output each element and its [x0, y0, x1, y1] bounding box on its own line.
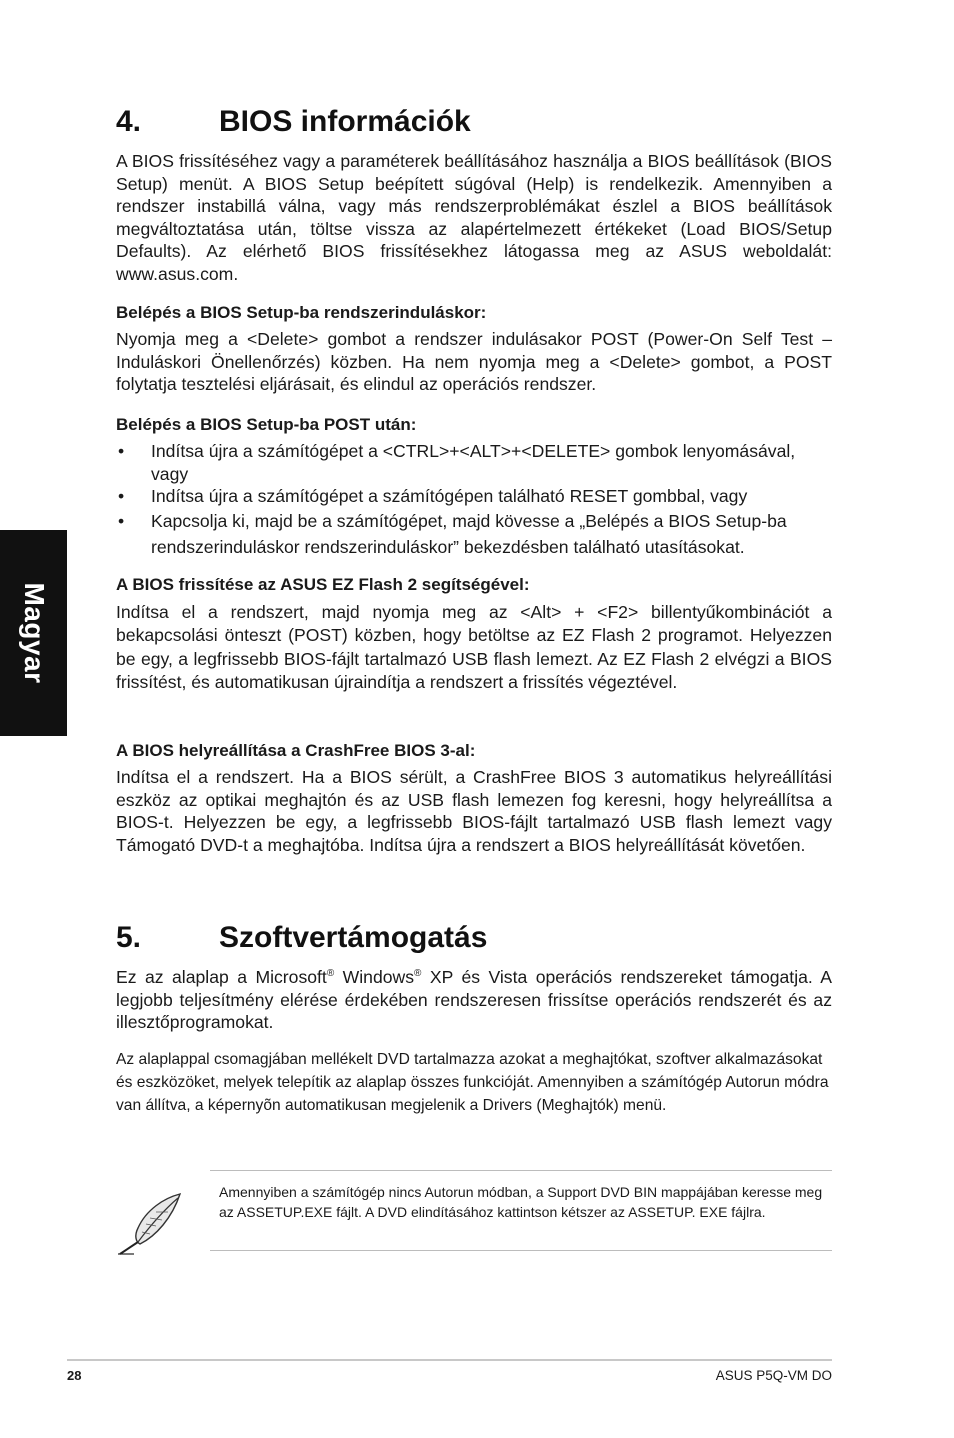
- feather-pen-icon: [116, 1190, 188, 1256]
- note-divider-top: [210, 1170, 832, 1171]
- section-4-heading: [116, 104, 832, 140]
- post-heading: Belépés a BIOS Setup-ba POST után:: [116, 415, 417, 434]
- software-text-b: Windows: [334, 967, 415, 987]
- section-5-heading: [116, 920, 832, 956]
- section-5-number: 5.: [116, 921, 142, 954]
- crashfree-heading: A BIOS helyreállítása a CrashFree BIOS 3-al:: [116, 741, 476, 760]
- dvd-block: [116, 1048, 832, 1117]
- intro-paragraph: A BIOS frissítéséhez vagy a paraméterek beállításához használja a BIOS beállítások (BIOS Setup) menüt. A BIOS Setup beépített súgóval (Help) is rendelkezik. Amennyiben a rendszer instabillá válna, vagy más rendszerproblémákat észlel a BIOS beállítások megváltoztatása után, töltse vissza az alapértelmezett értékeket (Load BIOS/Setup Defaults). Az elérhető BIOS frissítésekhez látogassa meg az ASUS weboldalát: www.asus.com.: [116, 151, 832, 284]
- section-4-number: 4.: [116, 105, 142, 138]
- dvd-paragraph: Az alaplappal csomagjában mellékelt DVD tartalmazza azokat a meghajtókat, szoftver alkalmazásokat és eszközöket, melyek telepítik az alaplap összes funkcióját. Amennyiben a számítógép Autorun módra van állítva, a képernyõn automatikusan megjelenik a Drivers (Meghajtók) menü.: [116, 1051, 829, 1114]
- post-list: [116, 440, 832, 560]
- section-5-intro: [116, 966, 832, 1034]
- section-4-title: BIOS információk: [219, 105, 471, 138]
- note-text: Amennyiben a számítógép nincs Autorun módban, a Support DVD BIN mappájában keresse meg az ASSETUP.EXE fájlt. A DVD elindításához kattintson kétszer az ASSETUP. EXE fájlra.: [219, 1184, 823, 1220]
- boot-heading: Belépés a BIOS Setup-ba rendszerinduláskor:: [116, 303, 487, 322]
- boot-block: [116, 302, 832, 396]
- software-text-c: XP és Vista operációs rendszereket támogatja. A legjobb teljesítmény elérése érdekében rendszeresen frissítse operációs rendszerét és az illesztőprogramokat.: [116, 967, 832, 1033]
- document-title: ASUS P5Q-VM DO: [715, 1368, 832, 1383]
- crashfree-paragraph: Indítsa el a rendszert. Ha a BIOS sérült, a CrashFree BIOS 3 automatikus helyreállítási eszköz az optikai meghajtón és az USB flash lemezen fog keresni, hogy helyreállítsa a BIOS-t. Helyezzen be egy, a legfrissebb BIOS-fájlt tartalmazó USB flash lemezt vagy Támogató DVD-t a meghajtóba. Indítsa újra a rendszert a BIOS helyreállítását követően.: [116, 767, 832, 855]
- section-4-intro: [116, 150, 832, 286]
- note-divider-bottom: [210, 1250, 832, 1251]
- software-paragraph: [116, 966, 832, 1034]
- post-block: [116, 414, 832, 560]
- crashfree-block: [116, 740, 832, 856]
- ezflash-paragraph: Indítsa el a rendszert, majd nyomja meg az <Alt> + <F2> billentyűkombinációt a bekapcsolási önteszt (POST) közben, hogy betöltse az EZ Flash 2 programot. Helyezzen be egy, a legfrissebb BIOS-fájlt tartalmazó USB flash lemezt. Az EZ Flash 2 elvégzi a BIOS frissítést, és automatikusan újraindítja a rendszert a frissítés végeztével.: [116, 602, 832, 693]
- list-item: • Indítsa újra a számítógépet a számítógépen található RESET gombbal, vagy: [116, 485, 832, 508]
- footer-divider: [67, 1359, 832, 1361]
- language-tab: [0, 530, 67, 736]
- language-tab-label: Magyar: [18, 582, 50, 684]
- registered-mark: ®: [326, 968, 335, 980]
- registered-mark: ®: [414, 968, 422, 980]
- boot-paragraph: Nyomja meg a <Delete> gombot a rendszer indulásakor POST (Power-On Self Test – Induláskori Önellenőrzés) közben. Ha nem nyomja meg a <Delete> gombot, a POST folytatja tesztelési eljárásait, és elindul az operációs rendszer.: [116, 329, 832, 395]
- list-item: • Kapcsolja ki, majd be a számítógépet, majd kövesse a „Belépés a BIOS Setup-ba rendszerinduláskor rendszerinduláskor” bekezdésben található utasításokat.: [116, 508, 832, 560]
- software-text-a: Ez az alaplap a Microsoft: [116, 967, 327, 987]
- ezflash-heading: A BIOS frissítése az ASUS EZ Flash 2 segítségével:: [116, 575, 530, 594]
- page-number: 28: [67, 1368, 82, 1383]
- ezflash-block: [116, 574, 832, 695]
- section-5-title: Szoftvertámogatás: [219, 921, 488, 954]
- list-item: • Indítsa újra a számítógépet a <CTRL>+<ALT>+<DELETE> gombok lenyomásával, vagy: [116, 440, 832, 485]
- note-box: [116, 1170, 832, 1250]
